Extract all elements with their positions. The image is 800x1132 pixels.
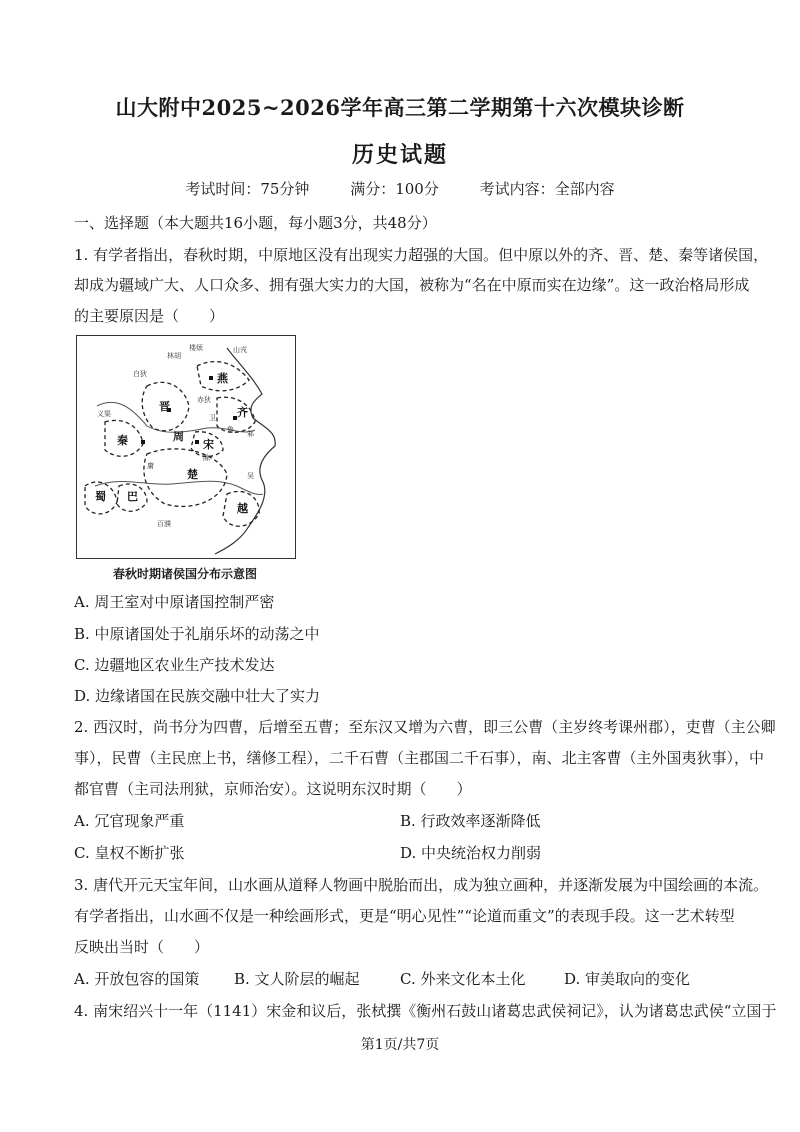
q4-stem-line: 4. 南宋绍兴十一年（1141）宋金和议后，张栻撰《衡州石鼓山诸葛忠武侯祠记》，认为诸葛忠武侯“立国于: [74, 1002, 777, 1020]
map-label-minor: 百濮: [157, 520, 171, 528]
q2-option-a[interactable]: A. 冗官现象严重: [74, 812, 185, 830]
map-label-minor: 赤狄: [197, 396, 211, 404]
map-label-minor: 山戎: [233, 346, 247, 354]
map-label-minor: 鲁: [227, 426, 234, 434]
q3-option-a[interactable]: A. 开放包容的国策: [74, 970, 200, 988]
q2-option-b[interactable]: B. 行政效率逐渐降低: [400, 812, 541, 830]
exam-score: 满分：100分: [350, 180, 439, 198]
map-label-state: 燕: [217, 372, 228, 385]
qi-border: [217, 397, 255, 432]
q3-stem-line: 有学者指出，山水画不仅是一种绘画形式，更是“明心见性”“论道而重文”的表现手段。这一艺术转型: [74, 907, 735, 925]
map-label-state: 齐: [237, 406, 248, 419]
q2-stem-line: 都官曹（主司法刑狱，京师治安）。这说明东汉时期（ ）: [74, 780, 472, 798]
exam-title: 山大附中2025~2026学年高三第二学期第十六次模块诊断: [115, 95, 685, 120]
yangtze-river: [95, 481, 263, 494]
exam-subject-title: 历史试题: [351, 142, 448, 168]
chu-border: [144, 449, 227, 507]
q1-option-a[interactable]: A. 周王室对中原诸国控制严密: [74, 593, 275, 611]
q2-stem-line: 事），民曹（主民庶上书，缮修工程），二千石曹（主郡国二千石事），南、北主客曹（主外国夷狄事），中: [74, 749, 765, 767]
map-label-state: 蜀: [95, 490, 106, 503]
map-label-minor: 庸: [147, 462, 154, 470]
page-number: 第1页/共7页: [360, 1037, 440, 1053]
q3-option-d[interactable]: D. 审美取向的变化: [564, 970, 691, 988]
map-caption: 春秋时期诸侯国分布示意图: [112, 567, 257, 581]
q1-stem-line: 的主要原因是（ ）: [74, 307, 225, 325]
map-label-minor: 陈: [203, 454, 210, 462]
q1-option-b[interactable]: B. 中原诸国处于礼崩乐坏的动荡之中: [74, 625, 320, 643]
map-label-state: 晋: [159, 400, 170, 413]
q1-option-c[interactable]: C. 边疆地区农业生产技术发达: [74, 656, 275, 674]
map-label-state: 楚: [187, 468, 198, 481]
map-label-minor: 楼烦: [189, 344, 203, 352]
map-label-minor: 邾: [247, 430, 254, 438]
map-label-state: 巴: [127, 490, 138, 503]
map-label-minor: 卫: [209, 414, 216, 422]
map-label-minor: 林胡: [167, 352, 181, 360]
exam-content: 考试内容：全部内容: [479, 180, 615, 198]
q3-stem-line: 3. 唐代开元天宝年间，山水画从道释人物画中脱胎而出，成为独立画种，并逐渐发展为中国绘画的本流。: [74, 876, 769, 894]
q2-stem-line: 2. 西汉时，尚书分为四曹，后增至五曹；至东汉又增为六曹，即三公曹（主岁终考课州郡），吏曹（主公卿: [74, 718, 776, 736]
q1-stem-line: 却成为疆域广大、人口众多、拥有强大实力的大国，被称为“名在中原而实在边缘”。这一政治格局形成: [74, 276, 750, 294]
map-label-state: 秦: [117, 434, 128, 447]
q3-option-c[interactable]: C. 外来文化本土化: [400, 970, 526, 988]
capital-marker: [141, 440, 145, 444]
exam-info-row: [0, 178, 800, 199]
q3-stem-line: 反映出当时（ ）: [74, 938, 210, 956]
q2-option-d[interactable]: D. 中央统治权力削弱: [400, 844, 542, 862]
q1-option-d[interactable]: D. 边缘诸国在民族交融中壮大了实力: [74, 687, 321, 705]
q3-option-b[interactable]: B. 文人阶层的崛起: [234, 970, 360, 988]
q1-stem-line: 1. 有学者指出，春秋时期，中原地区没有出现实力超强的大国。但中原以外的齐、晋、楚、秦等诸侯国，: [74, 246, 769, 264]
capital-marker: [195, 440, 199, 444]
map-label-minor: 吴: [247, 472, 254, 480]
map-label-minor: 义渠: [97, 410, 111, 418]
spring-autumn-states-map: [76, 335, 296, 559]
map-label-minor: 白狄: [133, 370, 147, 378]
exam-time: 考试时间：75分钟: [185, 180, 310, 198]
map-label-state: 周: [173, 430, 184, 443]
map-drawing: [77, 336, 295, 558]
capital-marker: [209, 376, 213, 380]
section-heading: 一、选择题（本大题共16小题，每小题3分，共48分）: [74, 214, 437, 232]
q2-option-c[interactable]: C. 皇权不断扩张: [74, 844, 185, 862]
map-label-state: 宋: [203, 438, 214, 451]
map-label-state: 越: [237, 502, 248, 515]
